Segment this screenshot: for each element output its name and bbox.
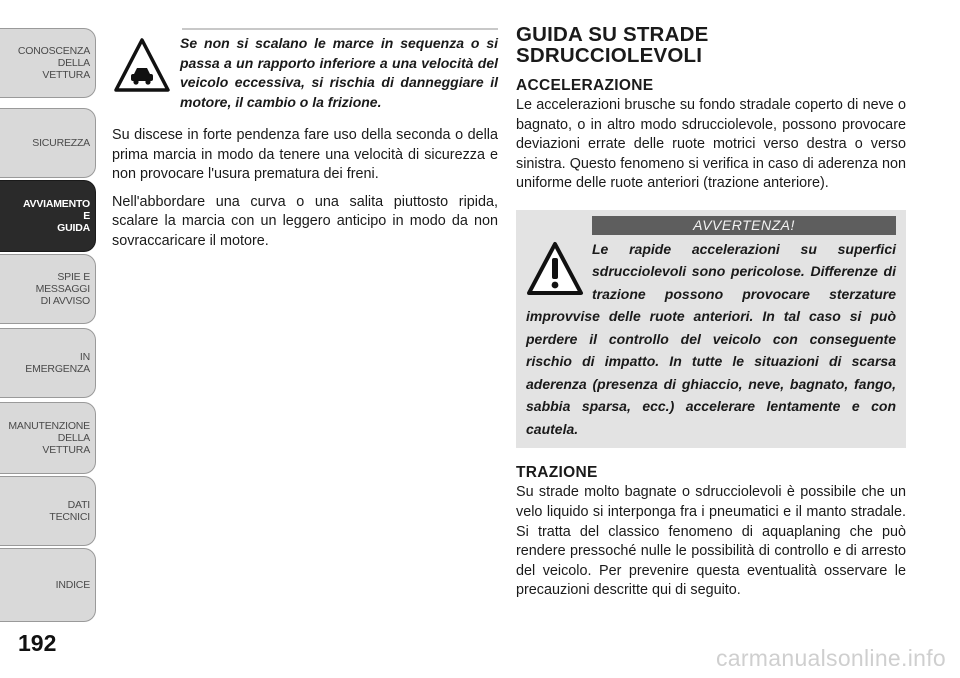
paragraph-descents: Su discese in forte pendenza fare uso della seconda o della prima marcia in modo da tenere una velocità di sicurezza e non provocare l'usura prematura dei freni. xyxy=(112,127,498,182)
warning-text: Le rapide accelerazioni su superfici sdrucciolevoli sono pericolose. Differenze di trazione possono provocare sterzature improvvise delle ruote anteriori. In tal caso si può perdere il controllo del veicolo con conseguente rischio di impatto. In tutte le situazioni di scarsa aderenza (presenza di ghiaccio, neve, bagnato, fango, sabbia sparsa, ecc.) accelerare lentamente e con cautela. xyxy=(526,240,896,437)
paragraph-trazione: Su strade molto bagnate o sdrucciolevoli è possibile che un velo liquido si interponga fra i pneumatici e il manto stradale. Si tratta del classico fenomeno di aquaplaning che può rendere pressoché nulle le possibilità di controllo e di arresto del veicolo. Per prevenire questa eventualità osservare le precauzioni descritte qui di seguito. xyxy=(516,484,906,599)
tab-manutenzione-della-vettura[interactable]: MANUTENZIONE DELLA VETTURA xyxy=(0,402,96,474)
paragraph-curves: Nell'abbordare una curva o una salita piuttosto ripida, scalare la marcia con un leggero anticipo in modo da non sovraccaricare il motore. xyxy=(112,193,498,249)
subtitle-trazione: TRAZIONE xyxy=(516,464,598,482)
page-number: 192 xyxy=(18,630,57,656)
paragraph-accelerazione: Le accelerazioni brusche su fondo stradale coperto di neve o bagnato, o in altro modo sdrucciolevole, possono provocare deviazioni errate delle ruote motrici verso destra o verso sinistra. Questo fenomeno si verifica in caso di aderenza non uniforme delle ruote anteriori (trazione anteriore). xyxy=(516,97,906,192)
warning-heading: AVVERTENZA! xyxy=(592,216,896,235)
subtitle-accelerazione: ACCELERAZIONE xyxy=(516,77,654,94)
tab-spie-e-messaggi[interactable]: SPIE E MESSAGGI DI AVVISO xyxy=(0,254,96,324)
top-rule xyxy=(182,28,498,30)
tab-conoscenza-della-vettura[interactable]: CONOSCENZA DELLA VETTURA xyxy=(0,28,96,98)
warning-triangle-icon xyxy=(526,241,584,297)
left-column xyxy=(112,28,498,259)
warning-box xyxy=(516,210,906,449)
tab-dati-tecnici[interactable]: DATI TECNICI xyxy=(0,476,96,546)
right-column xyxy=(516,24,906,601)
tab-sicurezza[interactable]: SICUREZZA xyxy=(0,108,96,178)
note-gears: Se non si scalano le marce in sequenza o si passa a un rapporto inferiore a una velocità del veicolo eccessiva, si rischia di danneggiare il motore, il cambio o la frizione. xyxy=(180,35,498,110)
tab-in-emergenza[interactable]: IN EMERGENZA xyxy=(0,328,96,398)
watermark: carmanualsonline.info xyxy=(715,645,946,671)
car-warning-icon xyxy=(112,36,172,94)
tab-indice[interactable]: INDICE xyxy=(0,548,96,622)
tab-avviamento-e-guida[interactable]: AVVIAMENTO E GUIDA xyxy=(0,180,96,252)
section-title: GUIDA SU STRADE SDRUCCIOLEVOLI xyxy=(516,23,709,67)
